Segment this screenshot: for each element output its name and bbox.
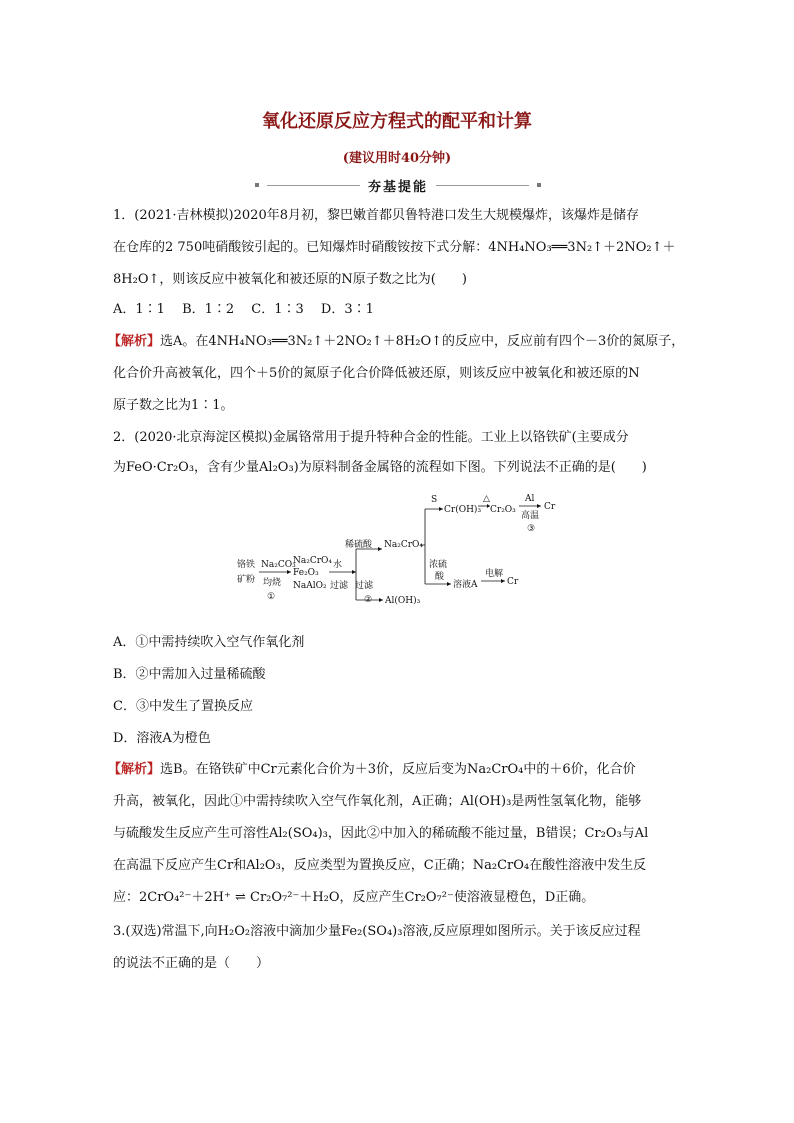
diagram-label: 水 — [333, 560, 343, 570]
diagram-label: Al(OH)₃ — [385, 596, 421, 606]
arrow-head — [352, 570, 356, 574]
diagram-label: Na₂CrO₄ — [293, 556, 333, 566]
arrow-head — [537, 504, 541, 508]
diagram-label: 过滤 — [330, 581, 349, 591]
arrow-head — [447, 582, 451, 586]
q2-option-b: B．②中需加入过量稀硫酸 — [113, 667, 266, 682]
page-title: 氧化还原反应方程式的配平和计算 — [262, 111, 532, 132]
diagram-label: 铬铁 — [237, 560, 256, 570]
q1-line: 8H₂O↑，则该反应中被氧化和被还原的N原子数之比为( ) — [113, 272, 467, 287]
diagram-label: 浓硫 — [429, 560, 448, 570]
diagram-label: S — [431, 495, 438, 505]
diagram-label: Cr — [544, 502, 556, 512]
q3-line: 的说法不正确的是（ ） — [113, 956, 270, 971]
arrow-head — [439, 507, 443, 511]
diagram-label: Cr — [507, 577, 519, 587]
analysis-text: 选A。在4NH₄NO₃══3N₂↑＋2NO₂↑＋8H₂O↑的反应中，反应前有四个－3价的氮原子， — [160, 334, 685, 349]
diagram-label: Na₂CrO₄ — [384, 540, 424, 550]
arrow-head — [378, 547, 382, 551]
diagram-label: ① — [267, 592, 276, 602]
arrow-head — [287, 570, 291, 574]
diagram-label: ③ — [527, 524, 536, 534]
divider-dot — [255, 183, 259, 187]
section-header — [255, 176, 541, 194]
diagram-label: 过滤 — [355, 581, 374, 591]
divider-dot — [537, 183, 541, 187]
q1-line: 在仓库的2 750吨硝酸铵引起的。已知爆炸时硝酸铵按下式分解：4NH₄NO₃══3N₂↑＋2NO₂↑＋ — [113, 240, 676, 255]
diagram-label: Cr(OH)₃ — [444, 505, 482, 515]
q3-line: 3.(双选)常温下,向H₂O₂溶液中滴加少量Fe₂(SO₄)₃溶液,反应原理如图所示。关于该反应过程 — [113, 924, 641, 939]
diagram-label: 溶液A — [453, 580, 478, 590]
analysis-text: 选B。在铬铁矿中Cr元素化合价为＋3价，反应后变为Na₂CrO₄中的＋6价，化合价 — [160, 762, 636, 777]
q1-analysis-line — [108, 332, 685, 352]
diagram-label: 电解 — [485, 569, 504, 579]
diagram-label: Fe₂O₃ — [293, 568, 319, 578]
diagram-label: △ — [483, 494, 490, 504]
diagram-label: Cr₂O₃ — [490, 505, 516, 515]
diagram-label: ② — [364, 595, 373, 605]
divider-line — [436, 185, 529, 186]
q1-analysis-line: 原子数之比为1∶1。 — [113, 398, 234, 413]
q1-analysis-line: 化合价升高被氧化，四个＋5价的氮原子化合价降低被还原，则该反应中被氧化和被还原的N — [113, 366, 640, 381]
q2-option-a: A．①中需持续吹入空气作氧化剂 — [113, 635, 305, 650]
divider-line — [267, 185, 360, 186]
q2-analysis-line: 应：2CrO₄²⁻＋2H⁺ ⇌ Cr₂O₇²⁻＋H₂O，反应产生Cr₂O₇²⁻使溶液显橙色，D正确。 — [113, 890, 595, 905]
diagram-label: 矿粉 — [237, 575, 256, 585]
diagram-label: 均烧 — [263, 578, 282, 588]
q2-analysis-line: 在高温下反应产生Cr和Al₂O₃，反应类型为置换反应，C正确；Na₂CrO₄在酸性溶液中发生反 — [113, 858, 647, 873]
diagram-label: 稀硫酸 — [345, 540, 373, 550]
q2-analysis-line: 与硫酸发生反应产生可溶性Al₂(SO₄)₃，因此②中加入的稀硫酸不能过量，B错误；Cr₂O₃与Al — [113, 826, 649, 841]
analysis-tag: 【解析】 — [108, 334, 161, 349]
flow-diagram — [233, 487, 563, 612]
diagram-label: Al — [525, 494, 535, 504]
section-label: 夯基提能 — [368, 179, 429, 195]
q2-analysis-line: 升高，被氧化，因此①中需持续吹入空气作氧化剂，A正确；Al(OH)₃是两性氢氧化物，能够 — [113, 794, 642, 809]
diagram-label: Na₂CO₃ — [261, 560, 296, 570]
arrow-head — [501, 579, 505, 583]
q2-option-d: D．溶液A为橙色 — [113, 731, 211, 746]
q2-analysis-line — [108, 760, 678, 780]
page-subtitle: (建议用时40分钟) — [342, 151, 452, 166]
q1-options: A．1∶1 B．1∶2 C．1∶3 D．3∶1 — [113, 302, 374, 317]
q2-line: 2．(2020·北京海淀区模拟)金属铬常用于提升特种合金的性能。工业上以铬铁矿(主要成分 — [113, 430, 629, 445]
q1-line: 1．(2021·吉林模拟)2020年8月初，黎巴嫩首都贝鲁特港口发生大规模爆炸，该爆炸是储存 — [113, 208, 639, 223]
q2-option-c: C．③中发生了置换反应 — [113, 699, 253, 714]
analysis-tag: 【解析】 — [108, 762, 161, 777]
arrow-head — [379, 598, 383, 602]
diagram-label: 酸 — [435, 572, 445, 582]
q2-line: 为FeO·Cr₂O₃，含有少量Al₂O₃)为原料制备金属铬的流程如下图。下列说法不正确的是( ) — [113, 460, 647, 475]
diagram-label: NaAlO₂ — [293, 581, 327, 591]
diagram-label: 高温 — [521, 511, 540, 521]
